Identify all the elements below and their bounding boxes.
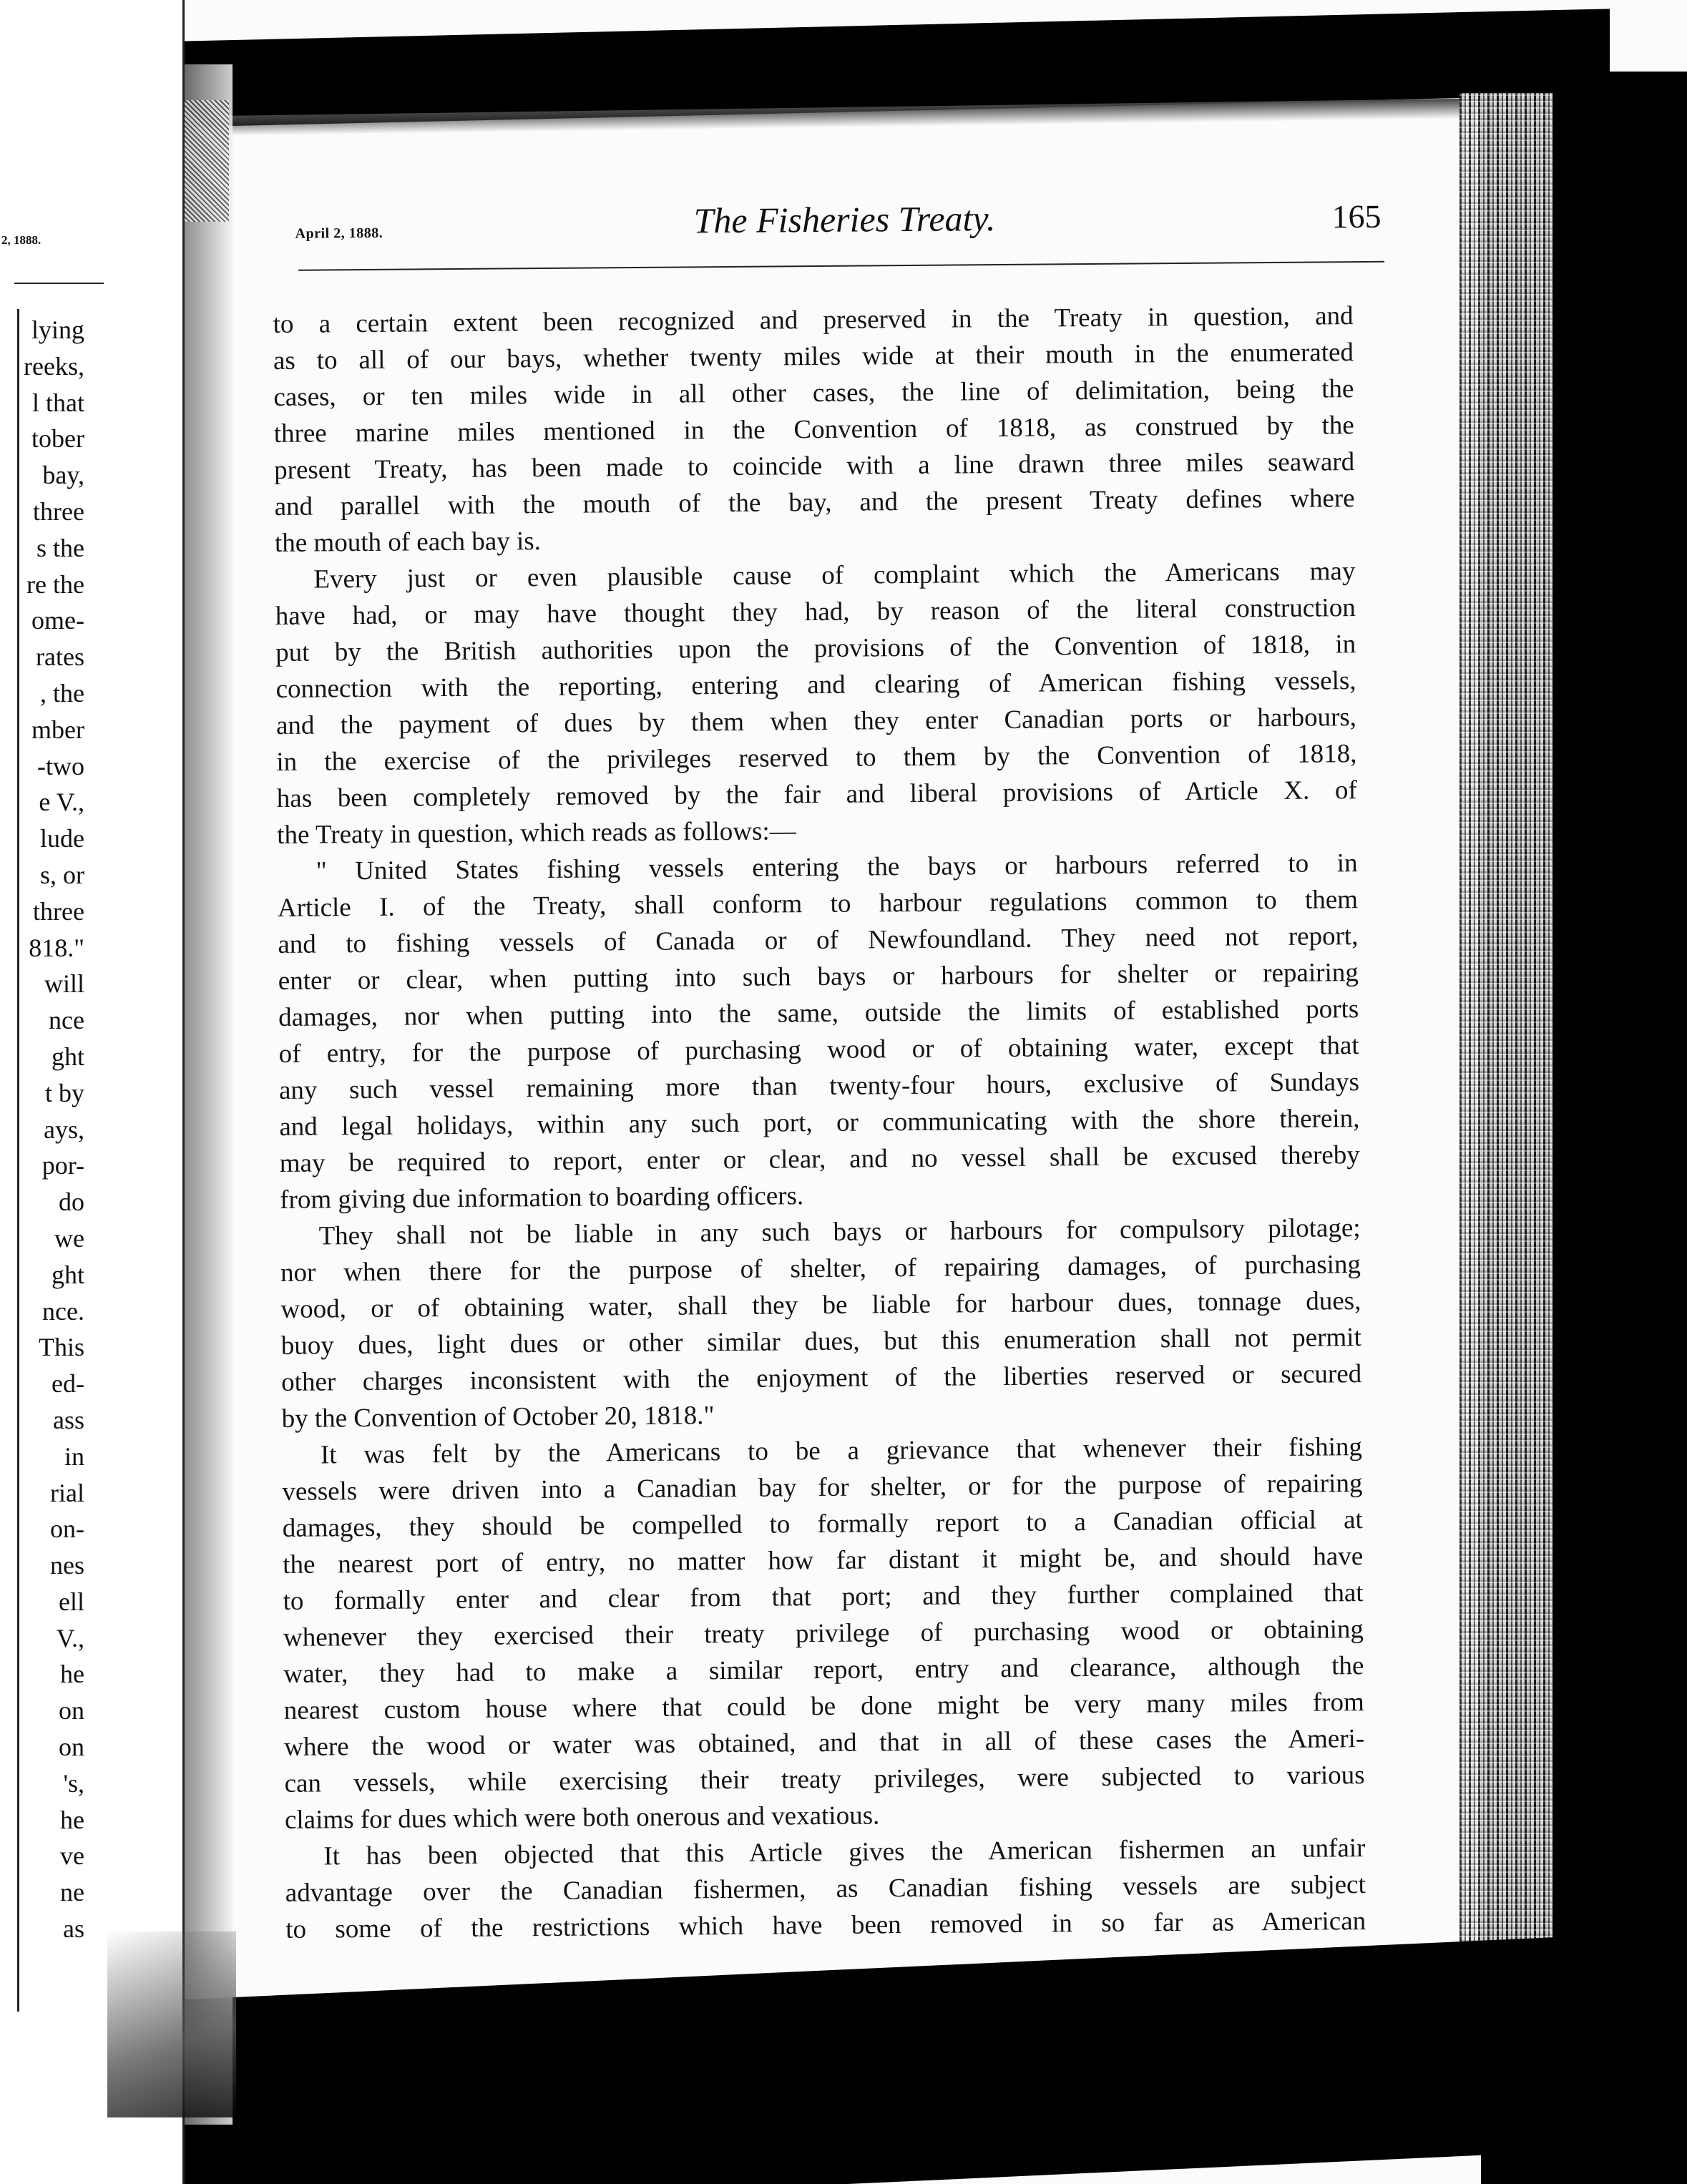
text-line: of entry, for the purpose of purchasing wood or of obtaining water, except that xyxy=(278,1031,1359,1069)
text-line: It has been objected that this Article gives the American fishermen an unfair xyxy=(323,1833,1366,1871)
text-line: They shall not be liable in any such bays or harbours for compulsory pilotage; xyxy=(318,1213,1361,1251)
text-line: water, they had to make a similar report, entry and clearance, although the xyxy=(283,1651,1364,1689)
previous-page-line: s, or xyxy=(40,860,84,889)
text-line: enter or clear, when putting into such bays or harbours for shelter or repairing xyxy=(278,958,1359,996)
text-line: damages, nor when putting into the same, outside the limits of established ports xyxy=(278,994,1359,1032)
text-line: connection with the reporting, entering and clearing of American fishing vessels, xyxy=(275,666,1356,704)
previous-page-line: , the xyxy=(40,678,84,707)
text-line: as to all of our bays, whether twenty miles wide at their mouth in the enumerated xyxy=(273,338,1354,376)
previous-page-line: por- xyxy=(41,1151,84,1180)
text-line: has been completely removed by the fair and liberal provisions of Article X. of xyxy=(276,775,1357,813)
previous-page-line: ght xyxy=(51,1260,84,1289)
previous-page-line: on xyxy=(59,1733,84,1762)
book-page xyxy=(272,170,1431,1995)
text-line: and parallel with the mouth of the bay, and the present Treaty defines where xyxy=(274,484,1355,521)
text-line: to formally enter and clear from that port; and they further complained that xyxy=(283,1578,1364,1616)
text-line: in the exercise of the privileges reserved to them by the Convention of 1818, xyxy=(276,739,1357,777)
previous-page-line: three xyxy=(33,896,84,926)
text-line: the mouth of each bay is. xyxy=(274,527,542,558)
text-line: claims for dues which were both onerous and vexatious. xyxy=(284,1801,880,1835)
page-number: 165 xyxy=(1331,197,1382,235)
previous-page-line: ell xyxy=(59,1587,84,1616)
text-line: Every just or even plausible cause of complaint which the Americans may xyxy=(313,557,1356,594)
previous-page-line: ed- xyxy=(52,1369,84,1399)
previous-page-line: -two xyxy=(37,751,84,780)
paragraph xyxy=(285,1830,1366,1948)
page-edges-noise xyxy=(1459,93,1552,1989)
previous-page-line: ass xyxy=(53,1405,84,1434)
paragraph xyxy=(282,1429,1365,1838)
previous-page-line: l that xyxy=(32,388,84,417)
previous-page-line: This xyxy=(38,1333,84,1362)
text-line: to some of the restrictions which have been removed in so far as American xyxy=(285,1906,1366,1944)
previous-page-line: e V., xyxy=(39,788,84,817)
running-head xyxy=(272,170,1417,258)
text-line: from giving due information to boarding officers. xyxy=(280,1181,804,1215)
text-line: other charges inconsistent with the enjoyment of the liberties reserved or secured xyxy=(281,1359,1362,1397)
text-line: and legal holidays, within any such port, or communicating with the shore therein, xyxy=(279,1104,1360,1142)
running-head-title: The Fisheries Treaty. xyxy=(693,198,996,241)
text-line: and to fishing vessels of Canada or of Newfoundland. They need not report, xyxy=(278,921,1359,959)
text-line: Article I. of the Treaty, shall conform to harbour regulations common to them xyxy=(277,885,1359,923)
body-text xyxy=(273,298,1366,1948)
paragraph xyxy=(277,845,1360,1218)
text-line: nearest custom house where that could be done might be very many miles from xyxy=(283,1688,1364,1725)
text-line: advantage over the Canadian fishermen, as Canadian fishing vessels are subject xyxy=(285,1870,1366,1908)
text-line: have had, or may have thought they had, by reason of the literal construction xyxy=(275,593,1356,631)
previous-page-line: on- xyxy=(50,1514,84,1544)
paragraph xyxy=(280,1210,1361,1437)
text-line: nor when there for the purpose of shelter, of repairing damages, of purchasing xyxy=(280,1250,1361,1288)
text-line: cases, or ten miles wide in all other cases, the line of delimitation, being the xyxy=(273,374,1354,412)
previous-page-line: we xyxy=(54,1223,84,1253)
text-line: where the wood or water was obtained, and that in all of these cases the Ameri- xyxy=(284,1724,1365,1762)
previous-page-line: re the xyxy=(26,569,84,599)
previous-page-line: three xyxy=(33,496,84,526)
previous-page-line: mber xyxy=(31,715,84,744)
previous-page-line: s the xyxy=(36,533,84,562)
text-line: It was felt by the Americans to be a grievance that whenever their fishing xyxy=(320,1432,1363,1470)
previous-page-rule xyxy=(14,283,104,284)
previous-page-line: he xyxy=(60,1660,84,1689)
previous-page-line: as xyxy=(63,1914,84,1944)
text-line: vessels were driven into a Canadian bay for shelter, or for the purpose of repairing xyxy=(282,1469,1363,1507)
previous-page-line: ays, xyxy=(44,1115,84,1144)
previous-page-line: ome- xyxy=(31,606,84,635)
previous-page-line: t by xyxy=(44,1078,84,1107)
previous-page-corner-shadow xyxy=(107,1931,236,2117)
previous-page-line: nes xyxy=(50,1551,84,1580)
previous-page-line: ght xyxy=(51,1042,84,1071)
text-line: the nearest port of entry, no matter how far distant it might be, and should have xyxy=(283,1542,1364,1580)
text-line: the Treaty in question, which reads as follows:— xyxy=(277,816,796,850)
previous-page-line: he xyxy=(60,1805,84,1834)
paragraph xyxy=(275,553,1357,853)
text-line: can vessels, while exercising their treaty privileges, were subjected to various xyxy=(284,1761,1365,1798)
text-line: whenever they exercised their treaty privilege of purchasing wood or obtaining xyxy=(283,1615,1364,1652)
previous-page-line: rates xyxy=(36,642,84,672)
previous-page-line: ne xyxy=(60,1878,84,1907)
text-line: damages, they should be compelled to formally report to a Canadian official at xyxy=(282,1505,1363,1543)
previous-page-line: will xyxy=(44,969,84,999)
previous-page-line: do xyxy=(59,1188,84,1217)
previous-page-line: nce xyxy=(49,1006,84,1035)
previous-page-line: in xyxy=(64,1441,84,1471)
previous-page-line: lude xyxy=(40,824,84,853)
text-line: to a certain extent been recognized and preserved in the Treaty in question, and xyxy=(273,301,1354,339)
previous-page-line-fragments xyxy=(0,312,84,1947)
text-line: put by the British authorities upon the provisions of the Convention of 1818, in xyxy=(275,630,1356,667)
book-gutter xyxy=(182,64,233,2125)
previous-page-line: tober xyxy=(31,424,84,454)
text-line: by the Convention of October 20, 1818." xyxy=(281,1401,715,1434)
previous-page-line: lying xyxy=(31,315,84,344)
text-line: present Treaty, has been made to coincide with a line drawn three miles seaward xyxy=(274,447,1355,485)
previous-page-line: rial xyxy=(50,1478,84,1507)
paragraph xyxy=(273,298,1355,562)
text-line: any such vessel remaining more than twenty-four hours, exclusive of Sundays xyxy=(278,1067,1360,1105)
text-line: may be required to report, enter or clear, and no vessel shall be excused thereby xyxy=(279,1140,1360,1178)
previous-page-line: ve xyxy=(60,1841,84,1871)
previous-page-line: on xyxy=(59,1696,84,1725)
text-line: buoy dues, light dues or other similar dues, but this enumeration shall not permit xyxy=(280,1323,1361,1361)
text-line: " United States fishing vessels entering the bays or harbours referred to in xyxy=(316,848,1358,886)
previous-page-line: nce. xyxy=(42,1296,84,1326)
running-head-date: April 2, 1888. xyxy=(295,225,383,242)
text-line: wood, or of obtaining water, shall they be liable for harbour dues, tonnage dues, xyxy=(280,1286,1361,1324)
header-rule xyxy=(298,261,1384,271)
previous-page-date: 2, 1888. xyxy=(1,233,41,247)
previous-page-line: 818." xyxy=(29,933,84,962)
text-line: three marine miles mentioned in the Convention of 1818, as construed by the xyxy=(273,411,1354,449)
previous-page-line: reeks, xyxy=(24,351,84,381)
previous-page-line: V., xyxy=(56,1623,84,1652)
previous-page-line: 's, xyxy=(63,1768,84,1798)
text-line: and the payment of dues by them when they enter Canadian ports or harbours, xyxy=(275,702,1357,740)
previous-page-line: bay, xyxy=(42,461,84,490)
